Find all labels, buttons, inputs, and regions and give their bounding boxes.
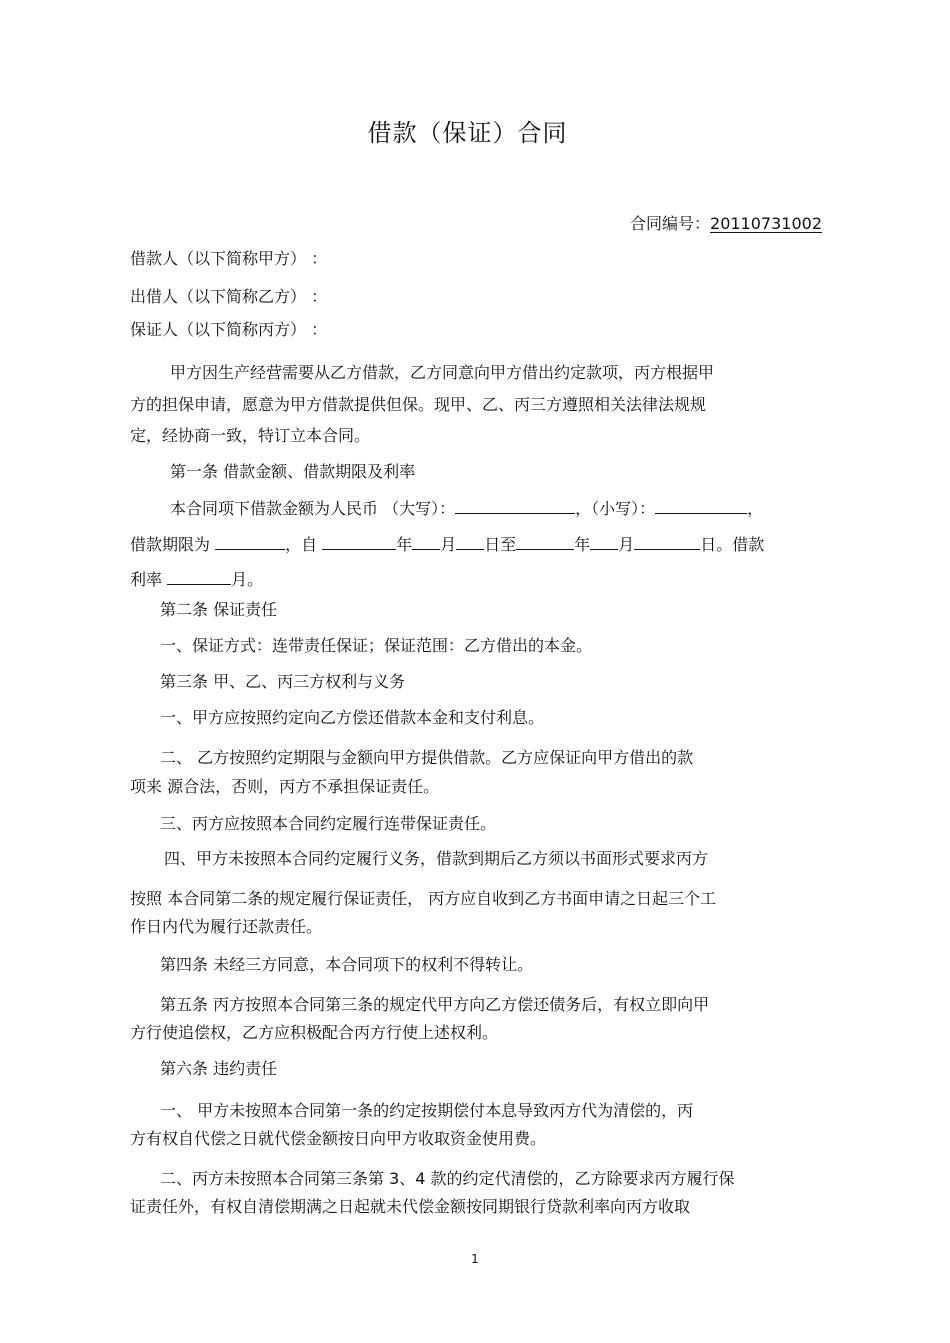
article-5: 方行使追偿权，乙方应积极配合丙方行使上述权利。 bbox=[130, 1023, 499, 1042]
interest-rate-label: 利率 bbox=[130, 570, 168, 589]
year-label: 年 bbox=[396, 535, 413, 554]
end-day-blank bbox=[634, 532, 700, 550]
interest-rate-line bbox=[130, 567, 263, 590]
amount-figures-label: ，（小写）： bbox=[575, 499, 656, 518]
loan-term-line bbox=[130, 532, 764, 555]
intro-line: 定，经协商一致，特订立本合同。 bbox=[130, 426, 371, 445]
article-3-item: 按照 本合同第二条的规定履行保证责任， 丙方应自收到乙方书面申请之日起三个工 bbox=[130, 889, 717, 908]
month-label: 月 bbox=[618, 535, 635, 554]
article-3-heading: 第三条 甲、乙、丙三方权利与义务 bbox=[160, 672, 406, 691]
comma: ， bbox=[747, 499, 764, 518]
article-3-item: 作日内代为履行还款责任。 bbox=[130, 917, 323, 936]
party-borrower: 借款人（以下简称甲方） ： bbox=[130, 249, 328, 268]
article-6-item: 二、丙方未按照本合同第三条第 3、4 款的约定代清偿的，乙方除要求丙方履行保 bbox=[160, 1169, 735, 1188]
article-3-item: 三、丙方应按照本合同约定履行连带保证责任。 bbox=[160, 814, 497, 833]
article-2-text: 一、保证方式：连带责任保证；保证范围：乙方借出的本金。 bbox=[160, 636, 593, 655]
day-to-label: 日至 bbox=[484, 535, 517, 554]
article-1-heading: 第一条 借款金额、借款期限及利率 bbox=[170, 462, 416, 481]
party-lender: 出借人（以下简称乙方） ： bbox=[130, 287, 328, 306]
month-label: 月 bbox=[440, 535, 457, 554]
loan-term-label: 借款期限为 bbox=[130, 535, 216, 554]
start-month-blank bbox=[412, 532, 440, 550]
article-6-item: 证责任外，有权自清偿期满之日起就未代偿金额按同期银行贷款利率向丙方收取 bbox=[130, 1197, 691, 1216]
article-6-item: 方有权自代偿之日就代偿金额按日向甲方收取资金使用费。 bbox=[130, 1129, 547, 1148]
contract-number bbox=[630, 214, 822, 234]
end-month-blank bbox=[590, 532, 618, 550]
end-year-blank bbox=[516, 532, 574, 550]
loan-amount-line bbox=[170, 496, 763, 519]
rate-month-label: 月。 bbox=[231, 570, 264, 589]
term-months-blank bbox=[215, 532, 285, 550]
article-4: 第四条 未经三方同意，本合同项下的权利不得转让。 bbox=[160, 955, 534, 974]
start-year-blank bbox=[322, 532, 396, 550]
amount-figures-blank bbox=[655, 496, 747, 514]
loan-amount-label: 本合同项下借款金额为人民币 （大写）： bbox=[170, 499, 456, 518]
contract-number-label: 合同编号： bbox=[630, 214, 711, 233]
article-3-item: 一、甲方应按照约定向乙方偿还借款本金和支付利息。 bbox=[160, 708, 545, 727]
article-3-item: 二、 乙方按照约定期限与金额向甲方提供借款。乙方应保证向甲方借出的款 bbox=[160, 748, 694, 767]
term-end-label: 日。借款 bbox=[700, 535, 765, 554]
page-number: 1 bbox=[471, 1252, 479, 1266]
contract-number-value: 20110731002 bbox=[710, 214, 822, 233]
interest-rate-blank bbox=[167, 567, 231, 585]
article-6-item: 一、 甲方未按照本合同第一条的约定按期偿付本息导致丙方代为清偿的，丙 bbox=[160, 1101, 694, 1120]
year-label: 年 bbox=[574, 535, 591, 554]
article-6-heading: 第六条 违约责任 bbox=[160, 1059, 278, 1078]
intro-line: 方的担保申请，愿意为甲方借款提供但保。现甲、乙、丙三方遵照相关法律法规规 bbox=[130, 395, 707, 414]
article-5: 第五条 丙方按照本合同第三条的规定代甲方向乙方偿还债务后，有权立即向甲 bbox=[160, 995, 710, 1014]
start-day-blank bbox=[456, 532, 484, 550]
term-from-label: ，自 bbox=[285, 535, 323, 554]
article-3-item: 项来 源合法，否则，丙方不承担保证责任。 bbox=[130, 777, 440, 796]
intro-line: 甲方因生产经营需要从乙方借款，乙方同意向甲方借出约定款项，丙方根据甲 bbox=[170, 363, 715, 382]
article-2-heading: 第二条 保证责任 bbox=[160, 600, 278, 619]
document-title: 借款（保证）合同 bbox=[367, 119, 568, 147]
amount-words-blank bbox=[455, 496, 575, 514]
party-guarantor: 保证人（以下简称丙方） ： bbox=[130, 320, 328, 339]
article-3-item: 四、甲方未按照本合同约定履行义务，借款到期后乙方须以书面形式要求丙方 bbox=[164, 849, 709, 868]
